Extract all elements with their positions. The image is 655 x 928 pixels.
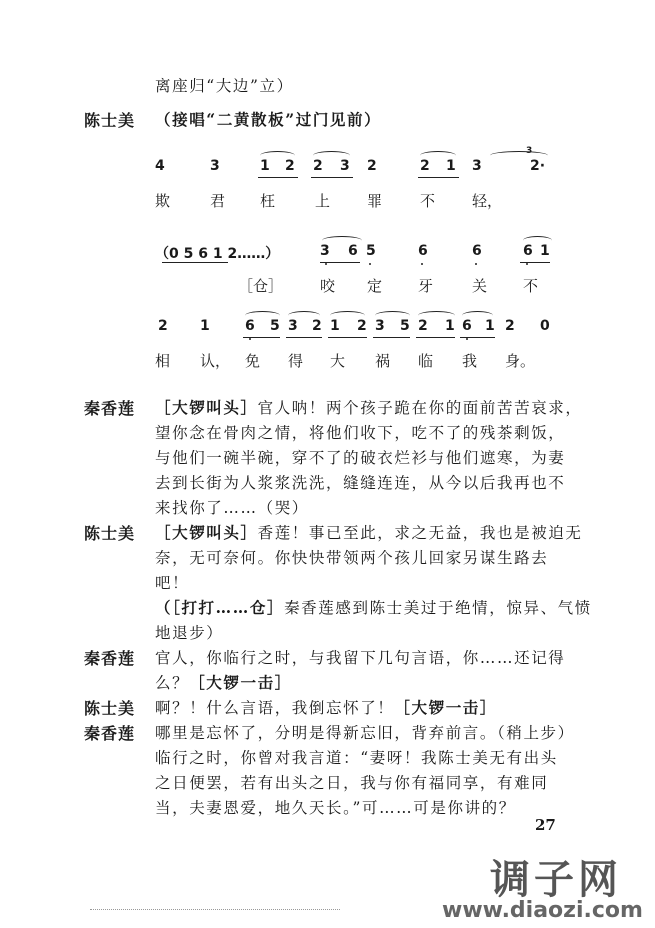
note: 5	[400, 318, 410, 334]
lyric-char: 不	[523, 277, 539, 295]
note: 2	[312, 318, 322, 334]
watermark-url: www.diaozi.com	[442, 898, 643, 923]
slur-arc	[288, 311, 320, 320]
note: 6	[418, 243, 428, 259]
lyric-char: 咬	[320, 277, 336, 295]
line-text: 奈，无可奈何。你快快带领两个孩儿回家另谋生路去	[155, 549, 549, 567]
beam-underline	[520, 262, 550, 263]
lyric-char: 相	[155, 352, 171, 370]
note: 3	[472, 158, 482, 174]
note: 3	[210, 158, 220, 174]
note: 2	[420, 158, 430, 174]
note: 6	[472, 243, 482, 259]
slur-arc	[523, 236, 552, 245]
lyric-char: 临	[418, 352, 434, 370]
note: 3	[288, 318, 298, 334]
line-text: 地退步）	[155, 624, 224, 642]
speaker-label: 陈士美	[84, 524, 136, 543]
note: 6	[462, 318, 472, 334]
octave-dot	[526, 263, 528, 265]
lyric-char: 罪	[367, 192, 383, 210]
line-text: 来找你了……（哭）	[155, 499, 309, 517]
beam-underline	[328, 337, 367, 338]
beam-underline	[311, 177, 353, 178]
slur-arc	[330, 311, 365, 320]
dialogue-line	[155, 396, 583, 418]
speaker-label: 陈士美	[84, 111, 136, 130]
lyric-char: 上	[315, 192, 331, 210]
slur-arc	[322, 236, 362, 245]
prelude-notes: （0 5 6 1 2……）	[155, 246, 280, 262]
slur-arc	[418, 311, 455, 320]
line-text: 与他们一碗半碗，穿不了的破衣烂衫与他们遮寒，为妻	[155, 449, 566, 467]
dialogue-line	[155, 721, 575, 743]
dialogue-line	[155, 421, 565, 443]
line-text: 官人呐！两个孩子跪在你的面前苦苦哀求，	[257, 399, 583, 417]
line-text: 官人，你临行之时，与我留下几句言语，你……还记得	[155, 649, 566, 667]
line-text: 当，夫妻恩爱，地久天长。”可……可是你讲的？	[155, 799, 516, 817]
line-text: 吧！	[155, 574, 190, 592]
note: 1	[446, 158, 456, 174]
lyric-char: 得	[288, 352, 304, 370]
beam-underline	[418, 177, 459, 178]
dialogue-line	[155, 546, 548, 568]
scan-artifact	[90, 909, 340, 911]
note: 4	[155, 158, 165, 174]
note: 3	[375, 318, 385, 334]
slur-arc	[260, 151, 295, 160]
line-text: 香莲！事已至此，求之无益，我也是被迫无	[257, 524, 583, 542]
speaker-label: 秦香莲	[84, 399, 136, 418]
slur-arc	[462, 311, 493, 320]
lyric-char: 我	[462, 352, 478, 370]
note: 2	[357, 318, 367, 334]
stage-direction: （接唱“二黄散板”过门见前）	[155, 110, 382, 129]
slur-arc	[313, 151, 350, 160]
octave-dot	[421, 263, 423, 265]
note: 2	[418, 318, 428, 334]
beam-underline	[373, 337, 410, 338]
note: 2	[285, 158, 295, 174]
lyric-char: 大	[330, 352, 346, 370]
lyric-char: 不	[420, 192, 436, 210]
lyric-char: 免	[245, 352, 261, 370]
note: 6	[245, 318, 255, 334]
lyric-char: ［仓］	[238, 277, 284, 295]
beam-underline	[162, 262, 228, 263]
dialogue-line	[155, 696, 497, 718]
lyric-char: 君	[210, 192, 226, 210]
line-text: 哪里是忘怀了，分明是得新忘旧，背弃前言。（稍上步）	[155, 724, 575, 742]
beam-underline	[286, 337, 322, 338]
beam-underline	[258, 177, 298, 178]
dialogue-line	[155, 471, 565, 493]
note: 1	[330, 318, 340, 334]
stage-direction: 离座归“大边”立）	[155, 77, 294, 95]
lyric-char: 牙	[418, 277, 434, 295]
dialogue-line	[155, 571, 189, 593]
note: 3	[320, 243, 330, 259]
note: 5	[366, 243, 376, 259]
percussion-cue: ［大锣叫头］	[155, 523, 258, 542]
dialogue-line	[155, 521, 583, 543]
lyric-char: 枉	[260, 192, 276, 210]
note: 2	[505, 318, 515, 334]
dialogue-line	[155, 646, 565, 668]
lyric-char: 关	[472, 277, 488, 295]
note: 1	[485, 318, 495, 334]
watermark-logo: 调子网	[490, 857, 622, 903]
note: 1	[200, 318, 210, 334]
lyric-char: 祸	[375, 352, 391, 370]
lyric-char: 认，	[200, 352, 231, 370]
note: 1	[540, 243, 550, 259]
dialogue-line	[155, 746, 558, 768]
note: 6	[348, 243, 358, 259]
page-number: 27	[535, 816, 556, 834]
line-text: 去到长街为人浆浆洗洗，缝缝连连，从今以后我再也不	[155, 474, 566, 492]
dialogue-line	[155, 771, 548, 793]
note: 1	[260, 158, 270, 174]
note: 2	[367, 158, 377, 174]
percussion-cue: （［打打……仓］	[155, 598, 285, 617]
beam-underline	[416, 337, 455, 338]
line-text: 秦香莲感到陈士美过于绝情，惊异、气愤	[284, 599, 592, 617]
slur-arc	[375, 311, 410, 320]
grace-note: 3	[526, 146, 533, 156]
percussion-cue: ［大锣叫头］	[155, 398, 258, 417]
lyric-char: 轻，	[472, 192, 503, 210]
line-text: 望你念在骨肉之情，将他们收下，吃不了的残茶剩饭，	[155, 424, 566, 442]
lyric-char: 欺	[155, 192, 171, 210]
dialogue-line	[155, 446, 565, 468]
line-text: 临行之时，你曾对我言道：“妻呀！我陈士美无有出头	[155, 749, 558, 767]
slur-arc	[490, 151, 548, 160]
octave-dot	[475, 263, 477, 265]
line-text: 啊？！什么言语，我倒忘怀了！	[155, 699, 395, 717]
note: 0	[540, 318, 550, 334]
dialogue-line	[155, 671, 292, 693]
note: 1	[445, 318, 455, 334]
note: 3	[340, 158, 350, 174]
dialogue-line	[155, 596, 592, 618]
dialogue-line	[155, 496, 309, 518]
slur-arc	[245, 311, 280, 320]
octave-dot	[249, 338, 251, 340]
lyric-char: 定	[367, 277, 383, 295]
line-text: 么？	[155, 674, 190, 692]
percussion-cue: ［大锣一击］	[394, 698, 498, 717]
dialogue-line	[155, 796, 516, 818]
note: 2	[158, 318, 168, 334]
octave-dot	[369, 263, 371, 265]
dialogue-line	[155, 621, 223, 643]
speaker-label: 秦香莲	[84, 649, 136, 668]
line-text: 之日便罢，若有出头之日，我与你有福同享，有难同	[155, 774, 549, 792]
note: 6	[523, 243, 533, 259]
octave-dot	[325, 263, 327, 265]
slur-arc	[420, 151, 456, 160]
speaker-label: 秦香莲	[84, 724, 136, 743]
note: 5	[270, 318, 280, 334]
lyric-char: 身。	[505, 352, 536, 370]
percussion-cue: ［大锣一击］	[189, 673, 292, 692]
octave-dot	[466, 338, 468, 340]
speaker-label: 陈士美	[84, 699, 136, 718]
note: 2·	[530, 158, 546, 174]
note: 2	[313, 158, 323, 174]
